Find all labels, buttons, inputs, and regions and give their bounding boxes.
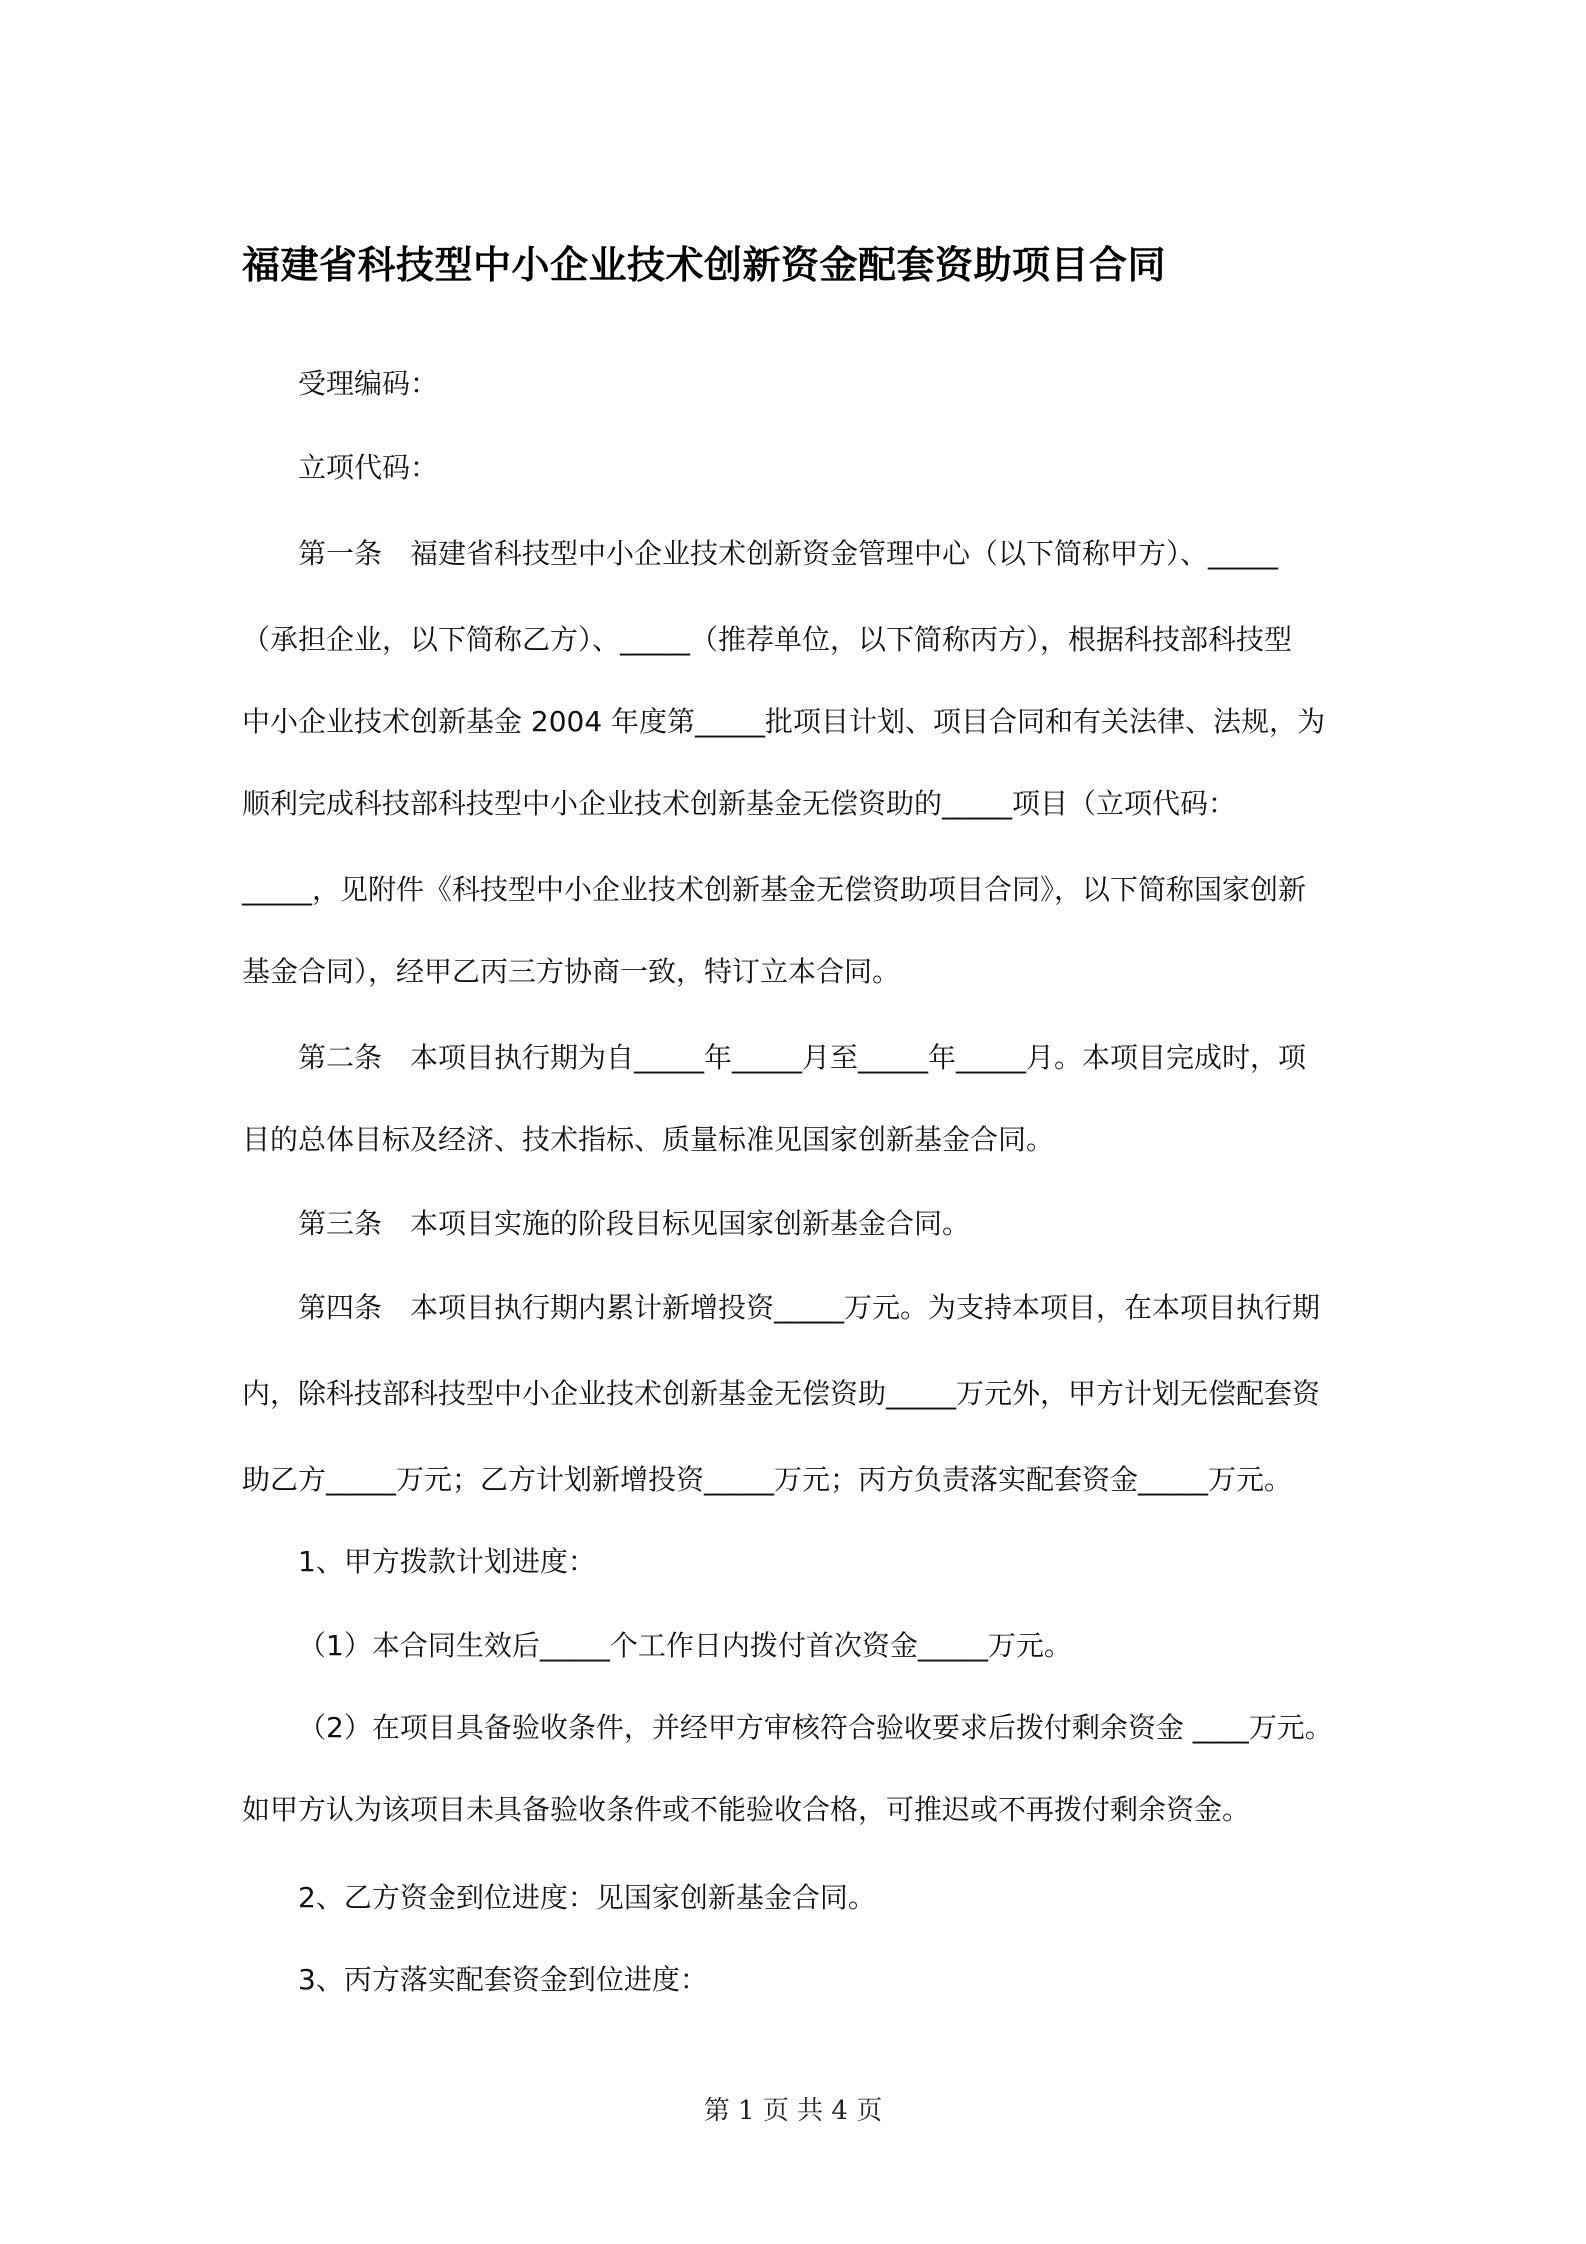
article-1-line-3: 中小企业技术创新基金 2004 年度第_____批项目计划、项目合同和有关法律、法规，为: [242, 705, 1326, 738]
article-2-line-2: 目的总体目标及经济、技术指标、质量标准见国家创新基金合同。: [242, 1123, 1055, 1156]
party-c-funding-line: 3、丙方落实配套资金到位进度：: [298, 1963, 708, 1996]
article-1-line-5: _____，见附件《科技型中小企业技术创新基金无偿资助项目合同》，以下简称国家创新: [242, 873, 1307, 906]
document-title: 福建省科技型中小企业技术创新资金配套资助项目合同: [242, 243, 1167, 287]
article-3-line: 第三条 本项目实施的阶段目标见国家创新基金合同。: [298, 1207, 971, 1240]
party-a-funding-item-2: （2）在项目具备验收条件，并经甲方审核符合验收要求后拨付剩余资金 ____万元。: [298, 1711, 1333, 1744]
article-4-line-3: 助乙方_____万元；乙方计划新增投资_____万元；丙方负责落实配套资金_____万元。: [242, 1463, 1293, 1496]
project-code-line: 立项代码：: [298, 451, 439, 484]
party-a-funding-item-1: （1）本合同生效后_____个工作日内拨付首次资金_____万元。: [298, 1629, 1072, 1662]
page-number-footer: 第 1 页 共 4 页: [703, 2096, 883, 2126]
article-4-line-2: 内，除科技部科技型中小企业技术创新基金无偿资助_____万元外，甲方计划无偿配套资: [242, 1377, 1321, 1410]
article-2-line-1: 第二条 本项目执行期为自_____年_____月至_____年_____月。本项目完成时，项: [298, 1041, 1307, 1074]
article-1-line-1: 第一条 福建省科技型中小企业技术创新资金管理中心（以下简称甲方）、_____: [298, 537, 1279, 570]
party-a-funding-note: 如甲方认为该项目未具备验收条件或不能验收合格，可推迟或不再拨付剩余资金。: [242, 1793, 1251, 1826]
article-1-line-4: 顺利完成科技部科技型中小企业技术创新基金无偿资助的_____项目（立项代码：: [242, 787, 1237, 820]
party-b-funding-line: 2、乙方资金到位进度：见国家创新基金合同。: [298, 1881, 876, 1914]
party-a-funding-heading: 1、甲方拨款计划进度：: [298, 1545, 596, 1578]
article-1-line-2: （承担企业，以下简称乙方）、_____（推荐单位，以下简称丙方），根据科技部科技型: [242, 623, 1293, 656]
article-4-line-1: 第四条 本项目执行期内累计新增投资_____万元。为支持本项目，在本项目执行期: [298, 1291, 1321, 1324]
acceptance-code-line: 受理编码：: [298, 367, 439, 400]
article-1-line-6: 基金合同），经甲乙丙三方协商一致，特订立本合同。: [242, 955, 901, 988]
